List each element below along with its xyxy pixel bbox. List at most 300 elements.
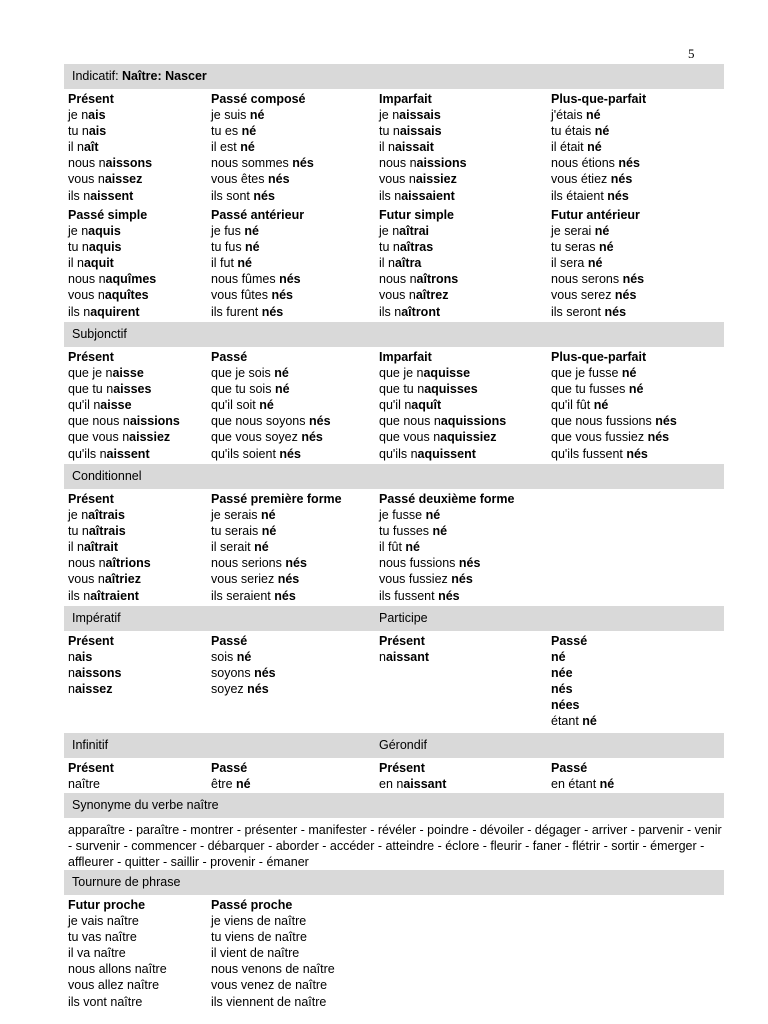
conjugation-line bbox=[379, 155, 467, 171]
conjugation-stem: je n bbox=[68, 224, 89, 239]
conjugation-line bbox=[68, 304, 156, 320]
conjugation-line bbox=[379, 555, 515, 571]
conjugation-stem: nous allons naître bbox=[68, 962, 167, 977]
conjugation-ending: aisse bbox=[100, 398, 132, 413]
conjugation-stem: vous n bbox=[68, 572, 105, 587]
conjugation-ending: né bbox=[425, 508, 441, 523]
conjugation-line bbox=[68, 107, 152, 123]
tense-title: Imparfait bbox=[379, 92, 432, 106]
conjugation-line bbox=[68, 571, 151, 587]
conjugation-stem: que je fusse bbox=[551, 366, 622, 381]
conjugation-ending: nés bbox=[274, 588, 296, 603]
conjugation-line bbox=[551, 155, 646, 171]
conjugation-stem: je fusse bbox=[379, 508, 426, 523]
conjugation-ending: aquisses bbox=[424, 382, 478, 397]
conjugation-line bbox=[211, 588, 342, 604]
conjugation-line bbox=[551, 255, 644, 271]
conj-block bbox=[379, 91, 467, 204]
conjugation-stem: que tu sois bbox=[211, 382, 275, 397]
conjugation-line bbox=[68, 171, 152, 187]
conjugation-stem: il vient de naître bbox=[211, 946, 300, 961]
conjugation-line bbox=[211, 776, 251, 792]
conjugation-ending: nés bbox=[655, 414, 677, 429]
conjugation-ending: nés bbox=[292, 156, 314, 171]
conjugation-stem: je n bbox=[379, 224, 400, 239]
conjugation-ending: aîtrai bbox=[399, 224, 430, 239]
conj-block bbox=[68, 491, 151, 604]
conjugation-ending: aquisse bbox=[423, 366, 471, 381]
conjugation-stem: tu fus bbox=[211, 240, 246, 255]
conjugation-line bbox=[68, 446, 180, 462]
conjugation-line bbox=[379, 107, 467, 123]
conjugation-stem: que nous soyons bbox=[211, 414, 309, 429]
tense-title: Passé bbox=[211, 350, 248, 364]
conjugation-stem: que tu n bbox=[68, 382, 114, 397]
conjugation-ending: aîtrais bbox=[88, 524, 126, 539]
conjugation-ending: né bbox=[261, 508, 276, 523]
conjugation-stem: je serais bbox=[211, 508, 262, 523]
conj-block bbox=[379, 349, 506, 462]
section-label: Infinitif bbox=[72, 738, 109, 752]
conjugation-ending: né bbox=[586, 108, 601, 123]
conjugation-line bbox=[68, 287, 156, 303]
conjugation-line bbox=[551, 776, 614, 792]
conjugation-ending: aîtrons bbox=[416, 272, 459, 287]
conjugation-ending: ais bbox=[88, 108, 106, 123]
conjugation-stem: n bbox=[379, 650, 386, 665]
conjugation-line bbox=[379, 287, 458, 303]
conjugation-ending: nées bbox=[551, 698, 580, 713]
conjugation-ending: aissait bbox=[394, 140, 434, 155]
conjugation-stem: il fut bbox=[211, 256, 238, 271]
conjugation-stem: que vous n bbox=[68, 430, 130, 445]
conjugation-stem: vous seriez bbox=[211, 572, 278, 587]
conjugation-line bbox=[379, 188, 467, 204]
conjugation-line bbox=[211, 681, 276, 697]
tense-title: Futur simple bbox=[379, 208, 455, 222]
conjugation-stem: il est bbox=[211, 140, 241, 155]
conjugation-line bbox=[211, 913, 335, 929]
conjugation-ending: aissiez bbox=[415, 172, 457, 187]
conjugation-stem: que je sois bbox=[211, 366, 275, 381]
conjugation-stem: tu étais bbox=[551, 124, 595, 139]
conjugation-ending: nés bbox=[285, 556, 307, 571]
section-header-conditionnel bbox=[64, 464, 724, 489]
conjugation-stem: nous n bbox=[68, 556, 106, 571]
conjugation-stem: vous fûtes bbox=[211, 288, 272, 303]
conjugation-stem: ils étaient bbox=[551, 188, 608, 203]
conjugation-line bbox=[551, 713, 597, 729]
conjugation-stem: il n bbox=[379, 140, 395, 155]
conjugation-ending: nés bbox=[279, 446, 301, 461]
conjugation-stem: nous venons de naître bbox=[211, 962, 335, 977]
conjugation-stem: je suis bbox=[211, 108, 250, 123]
section-header-infinitif-gerondif bbox=[64, 733, 724, 758]
conjugation-line bbox=[211, 945, 335, 961]
section-label: Conditionnel bbox=[72, 469, 142, 483]
conjugation-ending: aquissiez bbox=[440, 430, 497, 445]
conjugation-ending: nés bbox=[279, 272, 301, 287]
conjugation-stem: vous fussiez bbox=[379, 572, 452, 587]
conj-block bbox=[68, 349, 180, 462]
conjugation-line bbox=[211, 188, 314, 204]
conj-block bbox=[211, 633, 276, 697]
tense-title: Passé première forme bbox=[211, 492, 342, 506]
conjugation-ending: aissez bbox=[74, 682, 113, 697]
conjugation-stem: tu n bbox=[68, 240, 89, 255]
tense-title: Plus-que-parfait bbox=[551, 92, 647, 106]
tense-title: Imparfait bbox=[379, 350, 432, 364]
conjugation-ending: née bbox=[551, 666, 573, 681]
conjugation-stem: que vous n bbox=[379, 430, 441, 445]
conjugation-ending: aissais bbox=[399, 124, 442, 139]
conjugation-ending: aissais bbox=[399, 108, 441, 123]
conjugation-ending: né bbox=[236, 777, 251, 792]
conjugation-ending: né bbox=[621, 366, 637, 381]
conjugation-stem: il fût bbox=[379, 540, 406, 555]
conjugation-stem: sois bbox=[211, 650, 237, 665]
conj-block bbox=[68, 760, 114, 792]
conjugation-line bbox=[68, 507, 151, 523]
conjugation-line bbox=[551, 365, 677, 381]
conjugation-stem: que nous n bbox=[68, 414, 130, 429]
conjugation-line bbox=[379, 239, 458, 255]
conjugation-stem: nous sommes bbox=[211, 156, 293, 171]
tense-title: Présent bbox=[68, 92, 114, 106]
conjugation-line bbox=[211, 223, 304, 239]
conjugation-stem: vous n bbox=[379, 288, 416, 303]
conjugation-line bbox=[379, 649, 429, 665]
section-label-bold: Naître: Nascer bbox=[122, 69, 207, 83]
conjugation-line bbox=[379, 429, 506, 445]
conjugation-stem: n bbox=[68, 650, 75, 665]
conjugation-ending: nés bbox=[647, 430, 670, 445]
conjugation-ending: aquît bbox=[411, 398, 442, 413]
synonyms-text: apparaître - paraître - montrer - présenter - manifester - révéler - poindre - dévoiler - dégager - arriver - parvenir - venir - survenir - commencer - débarquer - aborder - accéder - atteindre - éclore - fleurir - faner - flétrir - sortir - émerger - affleurer - quitter - saillir - provenir - émaner bbox=[68, 823, 722, 870]
conjugation-stem: nous étions bbox=[551, 156, 619, 171]
conjugation-line bbox=[68, 588, 151, 604]
conj-block bbox=[379, 207, 458, 320]
tense-title: Présent bbox=[68, 761, 114, 775]
conjugation-line bbox=[551, 139, 646, 155]
conjugation-stem: ils seront bbox=[551, 304, 605, 319]
conjugation-ending: aissons bbox=[105, 156, 153, 171]
conjugation-line bbox=[68, 223, 156, 239]
conjugation-ending: nés bbox=[610, 172, 633, 187]
conjugation-stem: tu seras bbox=[551, 240, 599, 255]
conjugation-line bbox=[551, 697, 597, 713]
conjugation-stem: il serait bbox=[211, 540, 255, 555]
conjugation-ending: né bbox=[236, 650, 252, 665]
conjugation-line bbox=[68, 523, 151, 539]
conjugation-stem: en étant bbox=[551, 777, 600, 792]
conjugation-stem: tu vas naître bbox=[68, 930, 137, 945]
conjugation-line bbox=[379, 304, 458, 320]
conjugation-ending: né bbox=[587, 140, 602, 155]
tense-title: Passé bbox=[211, 634, 248, 648]
conjugation-line bbox=[379, 413, 506, 429]
conjugation-stem: ils vont naître bbox=[68, 994, 143, 1009]
conjugation-ending: nés bbox=[626, 446, 648, 461]
conjugation-line bbox=[211, 155, 314, 171]
tense-title: Passé antérieur bbox=[211, 208, 305, 222]
conjugation-line bbox=[211, 365, 331, 381]
conjugation-stem: que tu n bbox=[379, 382, 425, 397]
conjugation-line bbox=[211, 961, 335, 977]
conj-block bbox=[379, 760, 446, 792]
conjugation-stem: qu'il n bbox=[379, 398, 412, 413]
conjugation-line bbox=[551, 107, 646, 123]
conjugation-ending: aquis bbox=[88, 224, 121, 239]
conjugation-stem: vous serez bbox=[551, 288, 615, 303]
conjugation-ending: aissaient bbox=[401, 188, 455, 203]
conjugation-stem: tu viens de naître bbox=[211, 930, 307, 945]
conjugation-stem: je serai bbox=[551, 224, 595, 239]
conjugation-ending: aissions bbox=[416, 156, 467, 171]
section-header-imperatif-participe bbox=[64, 606, 724, 631]
conjugation-stem: qu'ils n bbox=[379, 446, 418, 461]
conjugation-stem: je vais naître bbox=[68, 914, 139, 929]
conjugation-line bbox=[68, 649, 122, 665]
conjugation-line bbox=[211, 977, 335, 993]
conjugation-stem: n bbox=[68, 666, 75, 681]
conjugation-stem: il va naître bbox=[68, 946, 126, 961]
conjugation-line bbox=[379, 571, 515, 587]
conjugation-line bbox=[68, 961, 167, 977]
conjugation-line bbox=[68, 397, 180, 413]
conjugation-line bbox=[68, 413, 180, 429]
conjugation-ending: né bbox=[432, 524, 448, 539]
conjugation-ending: aissez bbox=[104, 172, 143, 187]
conjugation-stem: qu'il n bbox=[68, 398, 101, 413]
conjugation-stem: tu n bbox=[379, 240, 400, 255]
conjugation-ending: aît bbox=[83, 140, 99, 155]
conjugation-ending: aquit bbox=[83, 256, 114, 271]
conj-block bbox=[211, 760, 251, 792]
conjugation-stem: qu'ils n bbox=[68, 446, 107, 461]
conjugation-line bbox=[68, 665, 122, 681]
conjugation-line bbox=[379, 446, 506, 462]
conjugation-line bbox=[211, 381, 331, 397]
conjugation-ending: aquîmes bbox=[105, 272, 157, 287]
conjugation-stem: il n bbox=[379, 256, 395, 271]
conjugation-line bbox=[379, 507, 515, 523]
conjugation-line bbox=[551, 381, 677, 397]
conjugation-ending: né bbox=[587, 256, 603, 271]
section-label: Synonyme du verbe naître bbox=[72, 798, 219, 812]
conjugation-ending: né bbox=[274, 366, 289, 381]
conjugation-ending: né bbox=[582, 714, 597, 729]
conjugation-ending: ais bbox=[74, 650, 93, 665]
conjugation-ending: nés bbox=[261, 304, 284, 319]
conjugation-line bbox=[211, 571, 342, 587]
conjugation-line bbox=[551, 649, 597, 665]
conjugation-ending: nés bbox=[458, 556, 481, 571]
conjugation-stem: ils fussent bbox=[379, 588, 439, 603]
conjugation-ending: aquis bbox=[88, 240, 122, 255]
conjugation-ending: né bbox=[254, 540, 269, 555]
conjugation-stem: ils n bbox=[68, 304, 91, 319]
conjugation-ending: nés bbox=[551, 682, 573, 697]
conjugation-line bbox=[379, 523, 515, 539]
conjugation-ending: né bbox=[599, 777, 615, 792]
conj-block bbox=[379, 633, 429, 665]
conj-block bbox=[551, 91, 646, 204]
conjugation-line bbox=[211, 507, 342, 523]
conjugation-stem: que tu fusses bbox=[551, 382, 629, 397]
conjugation-line bbox=[68, 555, 151, 571]
conjugation-line bbox=[379, 223, 458, 239]
tense-title: Futur antérieur bbox=[551, 208, 640, 222]
conjugation-ending: nés bbox=[247, 682, 269, 697]
conjugation-line bbox=[211, 123, 314, 139]
conjugation-ending: aîtrait bbox=[83, 540, 119, 555]
conjugation-ending: nés bbox=[451, 572, 473, 587]
conjugation-ending: aîtras bbox=[399, 240, 434, 255]
conjugation-line bbox=[211, 304, 304, 320]
conjugation-line bbox=[379, 365, 506, 381]
conjugation-stem: ils viennent de naître bbox=[211, 994, 327, 1009]
conjugation-stem: tu n bbox=[68, 524, 89, 539]
section-label: Subjonctif bbox=[72, 327, 127, 341]
conjugation-ending: aissant bbox=[385, 650, 430, 665]
conj-block bbox=[211, 91, 314, 204]
tense-title: Passé deuxième forme bbox=[379, 492, 515, 506]
conjugation-stem: ils sont bbox=[211, 188, 254, 203]
conjugation-stem: que vous fussiez bbox=[551, 430, 648, 445]
conjugation-stem: nous n bbox=[68, 272, 106, 287]
conjugation-stem: soyons bbox=[211, 666, 255, 681]
tense-title: Passé bbox=[551, 761, 588, 775]
conj-block bbox=[211, 349, 331, 462]
tense-title: Passé proche bbox=[211, 898, 293, 912]
conjugation-stem: qu'ils soient bbox=[211, 446, 280, 461]
conj-block bbox=[211, 207, 304, 320]
conjugation-stem: ils n bbox=[68, 588, 91, 603]
conjugation-ending: aissons bbox=[74, 666, 122, 681]
conjugation-line bbox=[68, 429, 180, 445]
conjugation-line bbox=[68, 913, 167, 929]
tense-title: Futur proche bbox=[68, 898, 146, 912]
conjugation-ending: nés bbox=[253, 188, 275, 203]
conjugation-stem: tu n bbox=[379, 124, 400, 139]
conjugation-line bbox=[68, 929, 167, 945]
conjugation-stem: soyez bbox=[211, 682, 248, 697]
conjugation-stem: être bbox=[211, 777, 237, 792]
conjugation-ending: aissent bbox=[106, 446, 150, 461]
conjugation-line bbox=[211, 994, 335, 1010]
conjugation-ending: né bbox=[241, 124, 257, 139]
conjugation-ending: né bbox=[237, 256, 252, 271]
conjugation-stem: je n bbox=[68, 108, 89, 123]
conjugation-ending: né bbox=[594, 224, 610, 239]
conjugation-line bbox=[211, 665, 276, 681]
conjugation-ending: aissent bbox=[90, 188, 134, 203]
conjugation-line bbox=[211, 107, 314, 123]
conjugation-line bbox=[68, 681, 122, 697]
tense-title: Passé bbox=[551, 634, 588, 648]
conjugation-stem: il n bbox=[68, 256, 84, 271]
conjugation-line bbox=[211, 139, 314, 155]
section-header-tournure bbox=[64, 870, 724, 895]
conjugation-stem: que nous n bbox=[379, 414, 441, 429]
tense-title: Présent bbox=[379, 761, 425, 775]
conjugation-ending: né bbox=[261, 524, 277, 539]
conjugation-ending: nés bbox=[607, 188, 629, 203]
conjugation-ending: aquissions bbox=[440, 414, 507, 429]
conjugation-stem: il n bbox=[68, 540, 84, 555]
conjugation-stem: que je n bbox=[379, 366, 424, 381]
section-header-indicatif bbox=[64, 64, 724, 89]
conjugation-line bbox=[68, 776, 114, 792]
conjugation-line bbox=[551, 429, 677, 445]
conjugation-line bbox=[211, 271, 304, 287]
conjugation-line bbox=[68, 139, 152, 155]
conjugation-line bbox=[68, 188, 152, 204]
conjugation-line bbox=[211, 255, 304, 271]
section-label: Indicatif: bbox=[72, 69, 123, 83]
section-label-gerondif: Gérondif bbox=[379, 738, 427, 752]
tense-title: Plus-que-parfait bbox=[551, 350, 647, 364]
conjugation-line bbox=[379, 171, 467, 187]
conjugation-stem: vous étiez bbox=[551, 172, 611, 187]
section-header-subjonctif bbox=[64, 322, 724, 347]
conjugation-ending: ais bbox=[88, 124, 107, 139]
conjugation-ending: nés bbox=[277, 572, 300, 587]
conjugation-stem: nous serons bbox=[551, 272, 623, 287]
conjugation-stem: il n bbox=[68, 140, 84, 155]
conj-block bbox=[551, 633, 597, 730]
conjugation-line bbox=[68, 123, 152, 139]
conjugation-line bbox=[211, 171, 314, 187]
page-number: 5 bbox=[688, 46, 695, 61]
conjugation-ending: aissions bbox=[129, 414, 180, 429]
conjugation-line bbox=[551, 397, 677, 413]
conjugation-ending: né bbox=[245, 240, 260, 255]
conjugation-ending: aisse bbox=[112, 366, 144, 381]
tense-title: Présent bbox=[68, 492, 114, 506]
conjugation-stem: vous êtes bbox=[211, 172, 268, 187]
conjugation-stem: j'étais bbox=[551, 108, 587, 123]
conjugation-line bbox=[68, 945, 167, 961]
tense-title: Présent bbox=[379, 634, 425, 648]
conjugation-stem: nous n bbox=[68, 156, 106, 171]
conjugation-ending: né bbox=[274, 382, 290, 397]
conjugation-ending: né bbox=[405, 540, 420, 555]
conjugation-stem: ils furent bbox=[211, 304, 262, 319]
conjugation-line bbox=[551, 188, 646, 204]
conjugation-ending: nés bbox=[271, 288, 293, 303]
section-label: Tournure de phrase bbox=[72, 875, 181, 889]
conjugation-line bbox=[551, 413, 677, 429]
conj-block bbox=[68, 207, 156, 320]
conjugation-stem: je fus bbox=[211, 224, 245, 239]
tense-title: Passé bbox=[211, 761, 248, 775]
conjugation-ending: né bbox=[551, 650, 566, 665]
conjugation-stem: ils n bbox=[379, 304, 402, 319]
conjugation-ending: né bbox=[259, 398, 274, 413]
conjugation-ending: nés bbox=[438, 588, 460, 603]
conjugation-line bbox=[379, 139, 467, 155]
conjugation-ending: né bbox=[593, 398, 609, 413]
conjugation-stem: il sera bbox=[551, 256, 588, 271]
conjugation-line bbox=[551, 171, 646, 187]
conjugation-line bbox=[68, 239, 156, 255]
conjugation-line bbox=[211, 446, 331, 462]
conjugation-stem: en n bbox=[379, 777, 404, 792]
conjugation-ending: aissant bbox=[403, 777, 447, 792]
conjugation-line bbox=[551, 123, 646, 139]
